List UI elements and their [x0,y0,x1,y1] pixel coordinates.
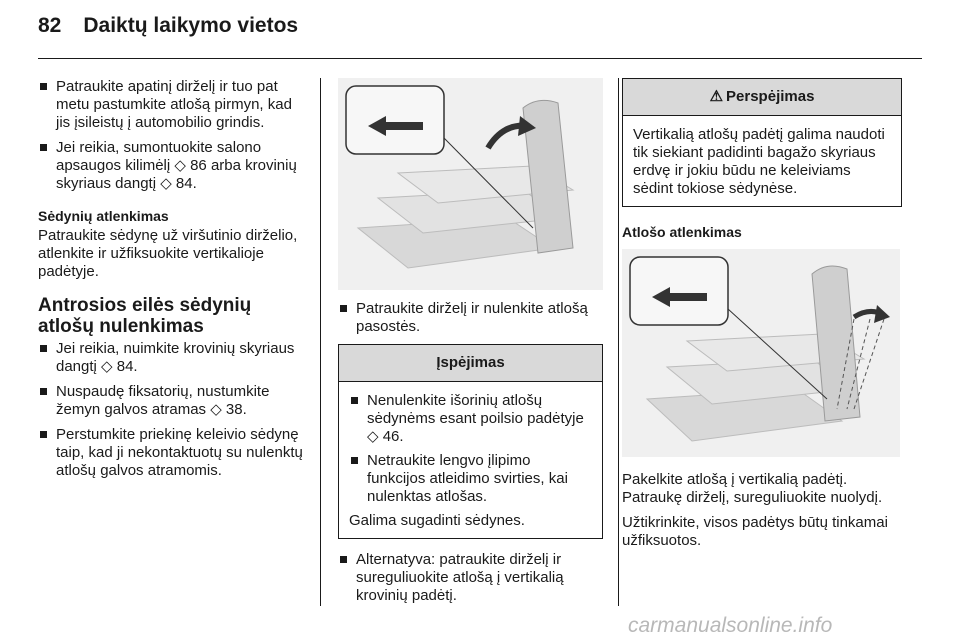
column-divider-2 [618,78,619,606]
section-heading: Antrosios eilės sėdynių atlošų nulenkimas [38,295,252,337]
column-2 [338,78,603,612]
header-rule [38,58,922,59]
bullet-icon [351,457,358,464]
bullet-icon [40,144,47,151]
list-item: Nenulenkite išorinių atlošų sėdynėms esant poilsio padėtyje ◇ 46. [349,392,592,446]
list-item: Netraukite lengvo įlipimo funkcijos atleidimo svirties, kai nulenktas atlošas. [349,452,592,506]
seat-figure-1 [338,78,603,290]
caution-note: Galima sugadinti sėdynes. [349,512,525,529]
warning-header [623,79,901,116]
list-item: Patraukite apatinį dirželį ir tuo pat metu pastumkite atlošą pirmyn, kad jis įsileistų į automobilio grindis. [38,78,306,132]
bullet-icon [40,345,47,352]
paragraph: Patraukite sėdynę už viršutinio dirželio, atlenkite ir užfiksuokite vertikalioje padėtyje. [38,227,298,280]
bullet-icon [340,305,347,312]
list-item: Alternatyva: patraukite dirželį ir sureguliuokite atlošą į vertikalią krovinių padėtį. [338,551,603,605]
paragraph: Užtikrinkite, visos padėtys būtų tinkamai užfiksuotos. [622,514,888,549]
bullet-icon [340,556,347,563]
subheading-seat-raise: Sėdynių atlenkimas [38,208,169,224]
warning-icon: ⚠ [709,88,724,105]
column-1 [38,78,306,487]
bullet-icon [351,397,358,404]
bullet-icon [40,83,47,90]
list-item: Jei reikia, sumontuokite salono apsaugos kilimėlį ◇ 86 arba krovinių skyriaus dangtį ◇ 84. [38,139,306,193]
warning-title: Perspėjimas [726,88,815,105]
column-3 [622,78,902,550]
list-item: Patraukite dirželį ir nulenkite atlošą pasostės. [338,300,603,336]
list-item: Perstumkite priekinę keleivio sėdynę taip, kad ji nekontaktuotų su nulenktų atlošų galvos atramomis. [38,426,306,480]
page-title: Daiktų laikymo vietos [83,14,299,37]
seat-illustration [622,249,900,457]
subheading-backrest: Atlošo atlenkimas [622,224,742,240]
seat-figure-2 [622,249,900,457]
caution-title: Įspėjimas [339,345,602,382]
warning-box [622,78,902,207]
column-divider-1 [320,78,321,606]
caution-box [338,344,603,539]
page-header [38,14,298,38]
page-number: 82 [38,14,62,37]
bullet-icon [40,388,47,395]
seat-illustration [338,78,603,290]
watermark: carmanualsonline.info [628,614,833,637]
list-item: Nuspaudę fiksatorių, nustumkite žemyn galvos atramas ◇ 38. [38,383,306,419]
warning-text: Vertikalią atlošų padėtį galima naudoti tik siekiant padidinti bagažo skyriaus erdvę ir jokiu būdu ne keleiviams sėdint tokiose sėdynėse. [633,126,885,197]
bullet-icon [40,431,47,438]
paragraph: Pakelkite atlošą į vertikalią padėtį. Patraukę dirželį, sureguliuokite nuolydį. [622,471,883,506]
list-item: Jei reikia, nuimkite krovinių skyriaus dangtį ◇ 84. [38,340,306,376]
